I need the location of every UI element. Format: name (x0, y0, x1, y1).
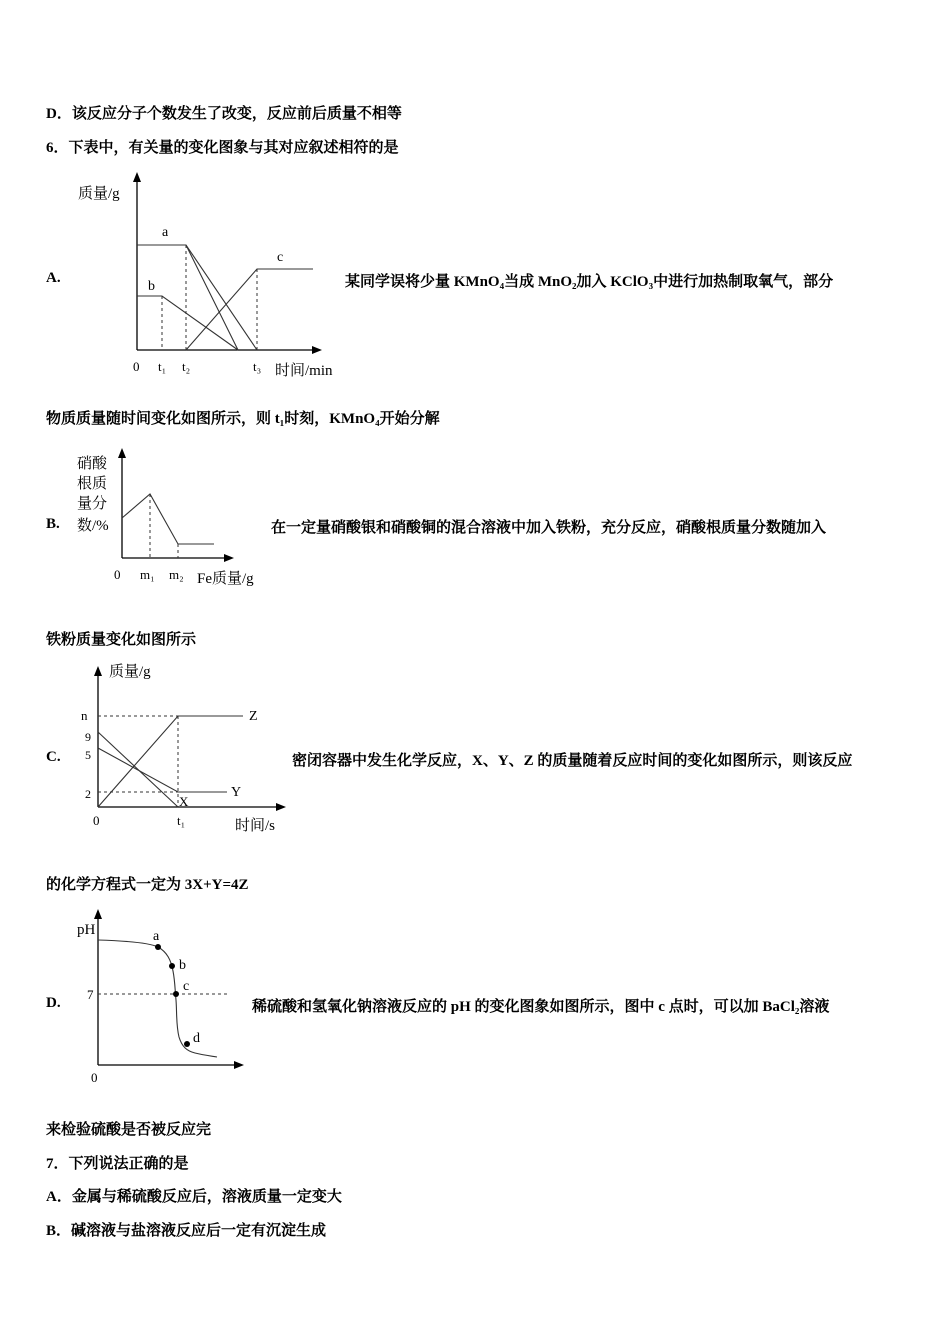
graph-c-tick-5: 5 (85, 748, 91, 762)
graph-a (70, 170, 360, 385)
graph-c-tick-2: 2 (85, 787, 91, 801)
graph-c (75, 660, 290, 835)
graph-c-label-y: Y (231, 785, 242, 800)
graph-b-m2: m₂ (169, 567, 184, 582)
graph-a-line-a (137, 245, 238, 350)
graph-d-y-arrow (94, 909, 102, 919)
q7-option-b: B．碱溶液与盐溶液反应后一定有沉淀生成 (46, 1223, 327, 1239)
graph-b-y-arrow (118, 448, 126, 458)
graph-b (72, 448, 272, 593)
q6-option-c-text: 密闭容器中发生化学反应，X、Y、Z 的质量随着反应时间的变化如图所示，则该反应 (292, 753, 853, 769)
graph-b-ylabel-4: 数/% (77, 518, 109, 534)
graph-a-x-arrow (312, 346, 322, 354)
graph-d-label-c: c (183, 979, 190, 994)
graph-c-t1: t₁ (177, 813, 186, 828)
graph-d-ylabel: pH (77, 922, 96, 938)
graph-b-ylabel-1: 硝酸 (77, 456, 108, 472)
graph-b-line (122, 494, 214, 544)
q6-option-c-continuation: 的化学方程式一定为 3X+Y=4Z (46, 877, 249, 893)
graph-b-origin: 0 (114, 567, 121, 582)
graph-c-xlabel: 时间/s (235, 818, 276, 834)
graph-c-line-z (98, 716, 243, 807)
q6-option-a-text: 某同学误将少量 KMnO₄当成 MnO₂加入 KClO₃中进行加热制取氧气，部分 (345, 274, 834, 290)
graph-d-point-a (155, 944, 161, 950)
graph-a-t3: t₃ (253, 359, 262, 374)
graph-d-label-b: b (179, 958, 186, 973)
q7-option-a: A．金属与稀硫酸反应后，溶液质量一定变大 (46, 1189, 342, 1205)
graph-c-tick-n: n (81, 708, 88, 723)
q5-option-d: D．该反应分子个数发生了改变，反应前后质量不相等 (46, 106, 402, 122)
graph-a-origin: 0 (133, 359, 140, 374)
graph-c-y-arrow (94, 666, 102, 676)
graph-a-line-c (186, 269, 313, 350)
q7-title: 7．下列说法正确的是 (46, 1156, 189, 1172)
q6-title: 6．下表中，有关量的变化图象与其对应叙述相符的是 (46, 140, 399, 156)
graph-d-origin: 0 (91, 1070, 98, 1085)
graph-c-x-arrow (276, 803, 286, 811)
graph-b-ylabel-2: 根质 (77, 476, 108, 492)
graph-d-tick-7: 7 (87, 987, 94, 1002)
graph-a-t1: t₁ (158, 359, 167, 374)
graph-a-y-arrow (133, 172, 141, 182)
graph-d-point-c (173, 991, 179, 997)
graph-d-point-b (169, 963, 175, 969)
graph-d-x-arrow (234, 1061, 244, 1069)
graph-a-ylabel: 质量/g (78, 186, 120, 202)
graph-b-ylabel-3: 量分 (77, 496, 108, 512)
graph-a-label-a: a (162, 225, 169, 240)
graph-b-xlabel: Fe质量/g (197, 571, 254, 587)
graph-a-line-b (137, 296, 238, 350)
graph-d-label-d: d (193, 1031, 200, 1046)
q6-option-d-text: 稀硫酸和氢氧化钠溶液反应的 pH 的变化图象如图所示，图中 c 点时，可以加 BaCl₂溶液 (252, 999, 830, 1015)
q6-option-b-label: B. (46, 516, 60, 532)
q6-option-c-label: C. (46, 749, 61, 765)
q6-option-b-text: 在一定量硝酸银和硝酸铜的混合溶液中加入铁粉，充分反应，硝酸根质量分数随加入 (271, 520, 827, 536)
graph-d (75, 905, 255, 1085)
q6-option-a-continuation: 物质质量随时间变化如图所示，则 t₁时刻，KMnO₄开始分解 (46, 411, 440, 427)
graph-c-tick-9: 9 (85, 730, 91, 744)
q6-option-b-continuation: 铁粉质量变化如图所示 (46, 632, 197, 648)
graph-b-x-arrow (224, 554, 234, 562)
graph-d-point-d (184, 1041, 190, 1047)
graph-a-xlabel: 时间/min (275, 363, 333, 379)
q6-option-d-label: D. (46, 995, 61, 1011)
graph-c-label-x: X (179, 794, 189, 809)
graph-c-origin: 0 (93, 813, 100, 828)
graph-b-m1: m₁ (140, 567, 155, 582)
graph-c-ylabel: 质量/g (109, 664, 151, 680)
graph-c-label-z: Z (249, 709, 258, 724)
graph-a-t2: t₂ (182, 359, 191, 374)
q6-option-d-continuation: 来检验硫酸是否被反应完 (46, 1122, 212, 1138)
graph-a-line-a2 (186, 245, 257, 350)
graph-a-label-b: b (148, 279, 155, 294)
graph-d-label-a: a (153, 929, 160, 944)
q6-option-a-label: A. (46, 270, 61, 286)
graph-a-label-c: c (277, 250, 284, 265)
